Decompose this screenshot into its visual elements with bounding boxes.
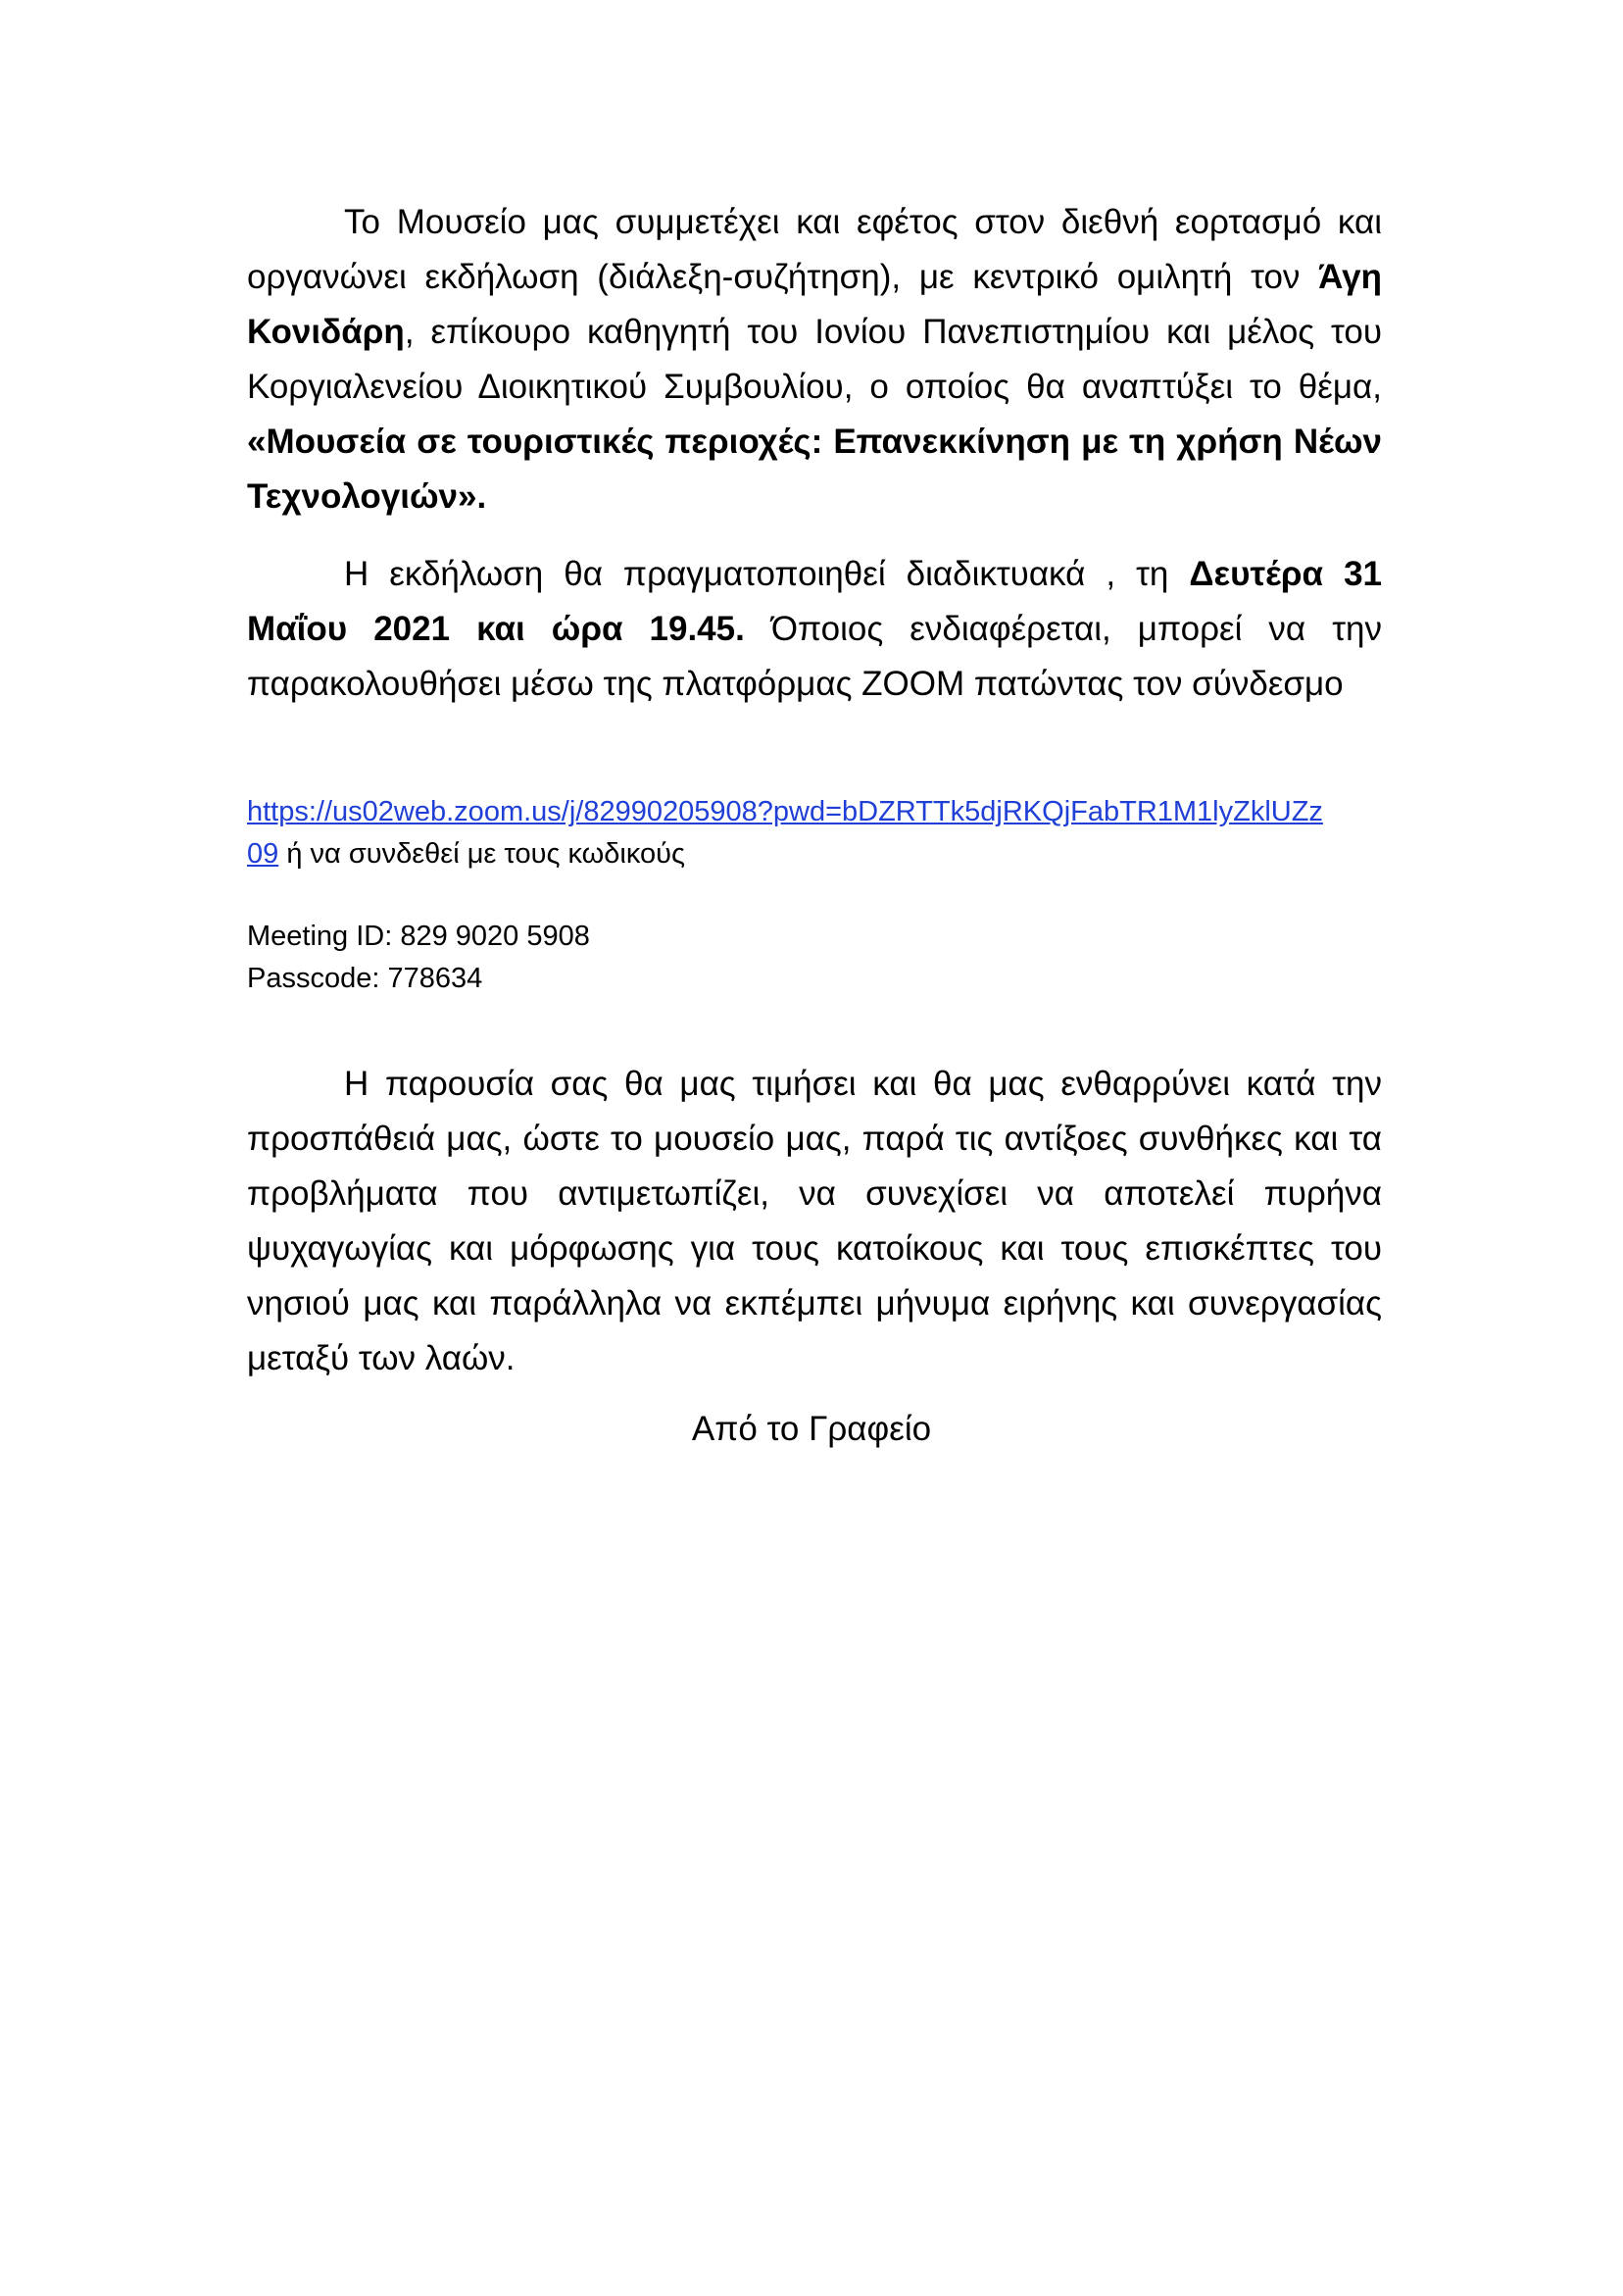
closing-paragraph — [247, 1057, 1382, 1386]
lecture-topic: «Μουσεία σε τουριστικές περιοχές: Επανεκκίνηση με τη χρήση Νέων Τεχνολογιών». — [247, 423, 1382, 516]
signature: Από το Γραφείο — [691, 1410, 932, 1448]
intro-paragraph — [247, 195, 1382, 524]
zoom-link-line-2[interactable]: 09 — [247, 838, 279, 870]
event-text-end: Όποιος ενδιαφέρεται, μπορεί να την παρακολουθήσει μέσω της πλατφόρμας ZOOM πατώντας τον σύνδεσμο — [247, 610, 1382, 703]
closing-text: Η παρουσία σας θα μας τιμήσει και θα μας ενθαρρύνει κατά την προσπάθειά μας, ώστε το μουσείο μας, παρά τις αντίξοες συνθήκες και τα προβλήματα που αντιμετωπίζει, να συνεχίσει να αποτελεί πυρήνα ψυχαγωγίας και μόρφωσης για τους κατοίκους και τους επισκέπτες του νησιού μας και παράλληλα να εκπέμπει μήνυμα ειρήνης και συνεργασίας μεταξύ των λαών. — [247, 1065, 1382, 1377]
passcode: Passcode: 778634 — [247, 963, 483, 994]
event-details-paragraph — [247, 547, 1382, 712]
zoom-link-suffix: ή να συνδεθεί με τους κωδικούς — [278, 838, 685, 870]
intro-text-start: Το Μουσείο μας συμμετέχει και εφέτος στον διεθνή εορτασμό και οργανώνει εκδήλωση (διάλεξη-συζήτηση), με κεντρικό ομιλητή τον — [247, 203, 1382, 296]
zoom-link-line-1[interactable]: https://us02web.zoom.us/j/82990205908?pwd=bDZRTTk5djRKQjFabTR1M1lyZklUZz — [247, 796, 1323, 827]
meeting-id: Meeting ID: 829 9020 5908 — [247, 921, 590, 952]
meeting-credentials — [247, 916, 1382, 1000]
intro-text-middle: , επίκουρο καθηγητή του Ιονίου Πανεπιστημίου και μέλος του Κοργιαλενείου Διοικητικού Συμβουλίου, ο οποίος θα αναπτύξει το θέμα, — [247, 313, 1382, 406]
speaker-name: Άγη Κονιδάρη — [247, 258, 1382, 351]
zoom-link-block — [247, 791, 1382, 875]
event-date-time: Δευτέρα 31 Μαΐου 2021 και ώρα 19.45. — [247, 555, 1382, 648]
event-text-start: Η εκδήλωση θα πραγματοποιηθεί διαδικτυακά , τη — [344, 555, 1190, 593]
